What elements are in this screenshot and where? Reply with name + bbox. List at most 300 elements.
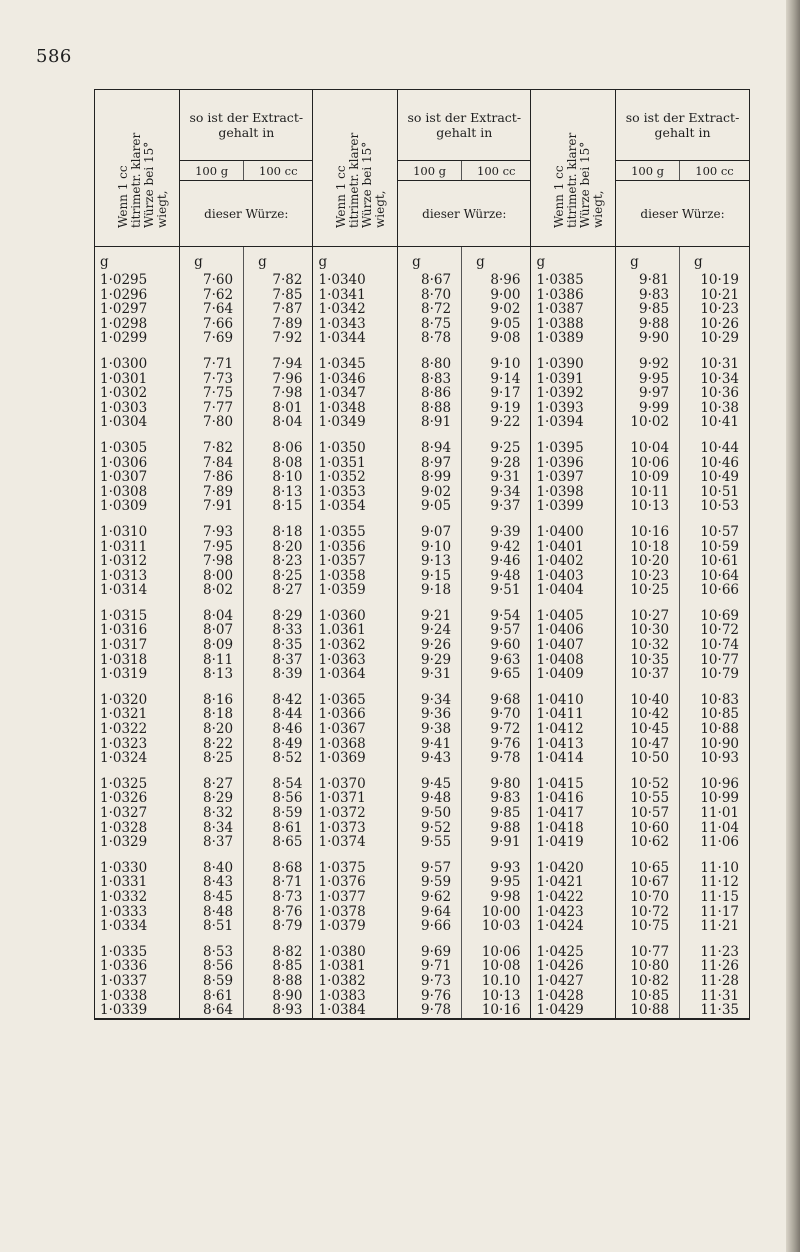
table-row xyxy=(95,357,749,372)
extract-per-100cc: 8·06 xyxy=(244,441,313,456)
sg-value: 1·0427 xyxy=(531,974,616,989)
table-row xyxy=(95,974,749,989)
gram-unit: g xyxy=(244,247,313,274)
extract-per-100cc: 9·63 xyxy=(462,653,531,668)
extract-per-100cc: 11·23 xyxy=(680,945,749,960)
extract-per-100cc: 7·87 xyxy=(244,302,313,317)
extract-per-100cc: 10·29 xyxy=(680,331,749,346)
extract-per-100g: 8·11 xyxy=(180,653,244,668)
table-row xyxy=(95,1003,749,1018)
extract-per-100cc: 10·26 xyxy=(680,317,749,332)
extract-per-100g: 9·66 xyxy=(398,919,462,934)
extract-per-100cc: 9·95 xyxy=(462,875,531,890)
sg-value: 1·0333 xyxy=(100,903,148,920)
sg-value: 1·0321 xyxy=(100,706,148,723)
table-row xyxy=(95,791,749,806)
extract-per-100g: 7·80 xyxy=(180,415,244,430)
sg-value: 1·0372 xyxy=(313,806,398,821)
extract-per-100cc: 8·46 xyxy=(244,722,313,737)
extract-per-100g: 9·71 xyxy=(398,959,462,974)
extract-per-100g: 8·94 xyxy=(398,441,462,456)
gram-unit: g xyxy=(680,247,749,274)
page-number: 586 xyxy=(36,46,72,67)
extract-per-100cc: 9·60 xyxy=(462,638,531,653)
table-row xyxy=(95,331,749,346)
extract-per-100g: 7·60 xyxy=(180,273,244,288)
table-row xyxy=(95,919,749,934)
sg-value: 1·0416 xyxy=(531,791,616,806)
extract-per-100g: 9·83 xyxy=(616,288,680,303)
extract-per-100cc: 8·76 xyxy=(244,905,313,920)
extract-per-100g: 9·76 xyxy=(398,989,462,1004)
extract-per-100g: 8·88 xyxy=(398,401,462,416)
extract-per-100cc: 10·88 xyxy=(680,722,749,737)
extract-per-100cc: 11·26 xyxy=(680,959,749,974)
table-row xyxy=(95,569,749,584)
sg-value: 1·0306 xyxy=(100,454,148,471)
extract-per-100cc: 10·66 xyxy=(680,583,749,598)
extract-per-100g: 8·07 xyxy=(180,623,244,638)
extract-per-100cc: 10·99 xyxy=(680,791,749,806)
extract-per-100cc: 11·15 xyxy=(680,890,749,905)
extract-per-100cc: 9·93 xyxy=(462,861,531,876)
extract-per-100cc: 10·53 xyxy=(680,499,749,514)
extract-per-100g: 10·67 xyxy=(616,875,680,890)
extract-per-100g: 8·86 xyxy=(398,386,462,401)
extract-header-3: so ist der Extract-gehalt in xyxy=(616,90,749,161)
sg-value: 1·0352 xyxy=(313,470,398,485)
extract-per-100g: 10·42 xyxy=(616,707,680,722)
extract-per-100g: 9·15 xyxy=(398,569,462,584)
extract-per-100cc: 8·42 xyxy=(244,693,313,708)
extract-per-100cc: 10·72 xyxy=(680,623,749,638)
extract-per-100g: 7·69 xyxy=(180,331,244,346)
extract-per-100cc: 8·35 xyxy=(244,638,313,653)
sg-value: 1·0327 xyxy=(100,805,148,821)
extract-header-2: so ist der Extract-gehalt in xyxy=(398,90,531,161)
sg-value: 1·0364 xyxy=(313,667,398,682)
extract-per-100cc: 9·14 xyxy=(462,372,531,387)
sg-value: 1.0361 xyxy=(313,623,398,638)
extract-per-100cc: 9·57 xyxy=(462,623,531,638)
sg-value: 1·0421 xyxy=(531,875,616,890)
sg-value: 1·0304 xyxy=(100,414,148,431)
extract-per-100g: 9·26 xyxy=(398,638,462,653)
extract-per-100g: 8·29 xyxy=(180,791,244,806)
sg-value: 1·0382 xyxy=(313,974,398,989)
unit-100cc: 100 cc xyxy=(462,161,531,181)
extract-per-100cc: 10·13 xyxy=(462,989,531,1004)
extract-per-100cc: 8·08 xyxy=(244,456,313,471)
extract-per-100cc: 8·49 xyxy=(244,737,313,752)
unit-100cc: 100 cc xyxy=(244,161,313,181)
table-row xyxy=(95,638,749,653)
table-row xyxy=(95,821,749,836)
sg-value: 1·0356 xyxy=(313,540,398,555)
extract-per-100cc: 9·98 xyxy=(462,890,531,905)
sg-header-1 xyxy=(95,90,180,247)
extract-per-100g: 8·18 xyxy=(180,707,244,722)
sg-value: 1·0370 xyxy=(313,777,398,792)
sg-value: 1·0309 xyxy=(100,498,148,515)
extract-per-100cc: 10·85 xyxy=(680,707,749,722)
extract-per-100g: 8·80 xyxy=(398,357,462,372)
sg-value: 1·0303 xyxy=(100,399,148,416)
extract-per-100g: 10·80 xyxy=(616,959,680,974)
extract-per-100g: 9·81 xyxy=(616,273,680,288)
sg-value: 1·0377 xyxy=(313,890,398,905)
extract-per-100g: 9·24 xyxy=(398,623,462,638)
extract-per-100g: 9·18 xyxy=(398,583,462,598)
sg-value: 1·0407 xyxy=(531,638,616,653)
extract-per-100g: 8·97 xyxy=(398,456,462,471)
extract-per-100cc: 10·59 xyxy=(680,540,749,555)
sg-value: 1·0302 xyxy=(100,385,148,402)
gram-unit: g xyxy=(180,247,244,274)
table-row xyxy=(95,737,749,752)
extract-per-100cc: 9·05 xyxy=(462,317,531,332)
extract-per-100g: 9·97 xyxy=(616,386,680,401)
sg-value: 1·0386 xyxy=(531,288,616,303)
extract-per-100cc: 11·21 xyxy=(680,919,749,934)
extract-per-100cc: 9·88 xyxy=(462,821,531,836)
sg-value: 1·0389 xyxy=(531,331,616,346)
extract-per-100g: 9·69 xyxy=(398,945,462,960)
sg-value: 1·0394 xyxy=(531,415,616,430)
extract-per-100g: 9·41 xyxy=(398,737,462,752)
extract-per-100cc: 8·96 xyxy=(462,273,531,288)
extract-per-100g: 10·62 xyxy=(616,835,680,850)
extract-per-100cc: 9·31 xyxy=(462,470,531,485)
table-row xyxy=(95,401,749,416)
table-row xyxy=(95,583,749,598)
extract-per-100cc: 8·82 xyxy=(244,945,313,960)
sg-value: 1·0403 xyxy=(531,569,616,584)
table-row xyxy=(95,415,749,430)
extract-per-100g: 7·75 xyxy=(180,386,244,401)
extract-per-100g: 9·57 xyxy=(398,861,462,876)
extract-per-100g: 9·29 xyxy=(398,653,462,668)
sg-value: 1·0385 xyxy=(531,273,616,288)
extract-per-100g: 9·85 xyxy=(616,302,680,317)
sg-value: 1·0297 xyxy=(100,301,148,318)
extract-per-100cc: 7·85 xyxy=(244,288,313,303)
extract-per-100g: 10·45 xyxy=(616,722,680,737)
sg-value: 1·0330 xyxy=(100,859,148,876)
extract-per-100cc: 11·31 xyxy=(680,989,749,1004)
extract-per-100g: 9·38 xyxy=(398,722,462,737)
extract-per-100g: 8·40 xyxy=(180,861,244,876)
table-row xyxy=(95,989,749,1004)
extract-per-100cc: 10·74 xyxy=(680,638,749,653)
extract-per-100cc: 8·85 xyxy=(244,959,313,974)
table-row xyxy=(95,653,749,668)
extract-per-100g: 10·23 xyxy=(616,569,680,584)
extract-per-100g: 10·02 xyxy=(616,415,680,430)
extract-per-100g: 8·91 xyxy=(398,415,462,430)
table-row xyxy=(95,273,749,288)
sg-value: 1·0404 xyxy=(531,583,616,598)
extract-per-100g: 9·10 xyxy=(398,540,462,555)
table-body xyxy=(95,247,749,1018)
sg-header-text: Wenn 1 cc titrimetr. klarer Würze bei 15° wiegt, xyxy=(552,132,606,228)
gram-unit: g xyxy=(313,247,398,274)
sg-value: 1·0417 xyxy=(531,806,616,821)
extract-table xyxy=(94,89,750,1020)
extract-per-100cc: 11·35 xyxy=(680,1003,749,1018)
extract-per-100cc: 7·96 xyxy=(244,372,313,387)
extract-per-100cc: 9·83 xyxy=(462,791,531,806)
extract-per-100g: 10·27 xyxy=(616,609,680,624)
extract-per-100cc: 10·06 xyxy=(462,945,531,960)
extract-per-100cc: 11·06 xyxy=(680,835,749,850)
extract-per-100cc: 10.10 xyxy=(462,974,531,989)
extract-per-100cc: 10·31 xyxy=(680,357,749,372)
extract-per-100g: 8·64 xyxy=(180,1003,244,1018)
sg-value: 1·0325 xyxy=(100,775,148,792)
sg-value: 1·0429 xyxy=(531,1003,616,1018)
sg-value: 1·0299 xyxy=(100,330,148,347)
sg-value: 1·0362 xyxy=(313,638,398,653)
sg-value: 1·0347 xyxy=(313,386,398,401)
sg-value: 1·0413 xyxy=(531,737,616,752)
extract-per-100g: 10·20 xyxy=(616,554,680,569)
extract-per-100g: 7·82 xyxy=(180,441,244,456)
extract-per-100g: 9·45 xyxy=(398,777,462,792)
extract-per-100g: 10·13 xyxy=(616,499,680,514)
table-row xyxy=(95,317,749,332)
sg-value: 1·0392 xyxy=(531,386,616,401)
extract-per-100cc: 9·08 xyxy=(462,331,531,346)
sg-header-3 xyxy=(531,90,616,247)
extract-per-100cc: 11·10 xyxy=(680,861,749,876)
extract-per-100cc: 10·83 xyxy=(680,693,749,708)
extract-per-100g: 8·27 xyxy=(180,777,244,792)
sg-value: 1·0398 xyxy=(531,485,616,500)
extract-per-100g: 9·13 xyxy=(398,554,462,569)
sg-value: 1·0381 xyxy=(313,959,398,974)
extract-per-100g: 7·98 xyxy=(180,554,244,569)
extract-per-100cc: 9·22 xyxy=(462,415,531,430)
sg-header-text: Wenn 1 cc titrimetr. klarer Würze bei 15° wiegt, xyxy=(116,132,170,228)
extract-per-100g: 10·88 xyxy=(616,1003,680,1018)
sg-value: 1·0379 xyxy=(313,919,398,934)
extract-per-100cc: 8·37 xyxy=(244,653,313,668)
unit-100g: 100 g xyxy=(398,161,462,181)
table-row xyxy=(95,777,749,792)
extract-per-100g: 8·67 xyxy=(398,273,462,288)
extract-per-100cc: 9·72 xyxy=(462,722,531,737)
extract-per-100g: 8·83 xyxy=(398,372,462,387)
sg-value: 1·0341 xyxy=(313,288,398,303)
extract-per-100cc: 9·80 xyxy=(462,777,531,792)
extract-per-100cc: 10·79 xyxy=(680,667,749,682)
sg-header-2 xyxy=(313,90,398,247)
extract-per-100cc: 8·01 xyxy=(244,401,313,416)
sg-value: 1·0418 xyxy=(531,821,616,836)
extract-per-100g: 10·25 xyxy=(616,583,680,598)
sg-value: 1·0415 xyxy=(531,777,616,792)
sg-value: 1·0399 xyxy=(531,499,616,514)
table-row xyxy=(95,288,749,303)
extract-per-100g: 9·31 xyxy=(398,667,462,682)
extract-per-100cc: 7·89 xyxy=(244,317,313,332)
sg-value: 1·0296 xyxy=(100,286,148,303)
extract-per-100cc: 8·79 xyxy=(244,919,313,934)
sg-value: 1·0326 xyxy=(100,790,148,807)
extract-per-100g: 9·05 xyxy=(398,499,462,514)
extract-per-100cc: 9·46 xyxy=(462,554,531,569)
extract-per-100cc: 8·23 xyxy=(244,554,313,569)
extract-per-100cc: 10·19 xyxy=(680,273,749,288)
extract-per-100g: 10·06 xyxy=(616,456,680,471)
wuerze-label: dieser Würze: xyxy=(616,181,749,247)
sg-value: 1·0411 xyxy=(531,707,616,722)
extract-per-100cc: 11·28 xyxy=(680,974,749,989)
extract-per-100g: 8·48 xyxy=(180,905,244,920)
table-row xyxy=(95,905,749,920)
extract-per-100g: 8·22 xyxy=(180,737,244,752)
sg-value: 1·0355 xyxy=(313,525,398,540)
sg-value: 1·0353 xyxy=(313,485,398,500)
extract-per-100g: 8·32 xyxy=(180,806,244,821)
extract-per-100g: 9·02 xyxy=(398,485,462,500)
extract-per-100cc: 8·65 xyxy=(244,835,313,850)
table-row xyxy=(95,525,749,540)
extract-per-100g: 9·52 xyxy=(398,821,462,836)
sg-value: 1·0368 xyxy=(313,737,398,752)
extract-per-100g: 9·55 xyxy=(398,835,462,850)
extract-per-100cc: 8·68 xyxy=(244,861,313,876)
extract-per-100cc: 8·29 xyxy=(244,609,313,624)
extract-per-100cc: 11·12 xyxy=(680,875,749,890)
extract-per-100cc: 7·82 xyxy=(244,273,313,288)
extract-per-100cc: 10·41 xyxy=(680,415,749,430)
sg-value: 1·0387 xyxy=(531,302,616,317)
sg-value: 1·0349 xyxy=(313,415,398,430)
extract-per-100g: 10·85 xyxy=(616,989,680,1004)
sg-value: 1·0351 xyxy=(313,456,398,471)
sg-value: 1·0344 xyxy=(313,331,398,346)
extract-per-100g: 8·51 xyxy=(180,919,244,934)
extract-per-100g: 10·70 xyxy=(616,890,680,905)
extract-per-100g: 10·16 xyxy=(616,525,680,540)
sg-value: 1·0350 xyxy=(313,441,398,456)
extract-per-100cc: 10·90 xyxy=(680,737,749,752)
extract-per-100cc: 9·42 xyxy=(462,540,531,555)
sg-value: 1·0359 xyxy=(313,583,398,598)
extract-per-100cc: 9·34 xyxy=(462,485,531,500)
extract-per-100g: 9·64 xyxy=(398,905,462,920)
extract-per-100cc: 10·16 xyxy=(462,1003,531,1018)
unit-100cc: 100 cc xyxy=(680,161,749,181)
extract-per-100g: 9·21 xyxy=(398,609,462,624)
extract-per-100g: 10·09 xyxy=(616,470,680,485)
extract-per-100g: 8·02 xyxy=(180,583,244,598)
extract-per-100g: 7·91 xyxy=(180,499,244,514)
table-row xyxy=(95,875,749,890)
extract-per-100g: 10·82 xyxy=(616,974,680,989)
sg-value: 1·0329 xyxy=(100,834,148,851)
extract-per-100cc: 9·00 xyxy=(462,288,531,303)
extract-per-100g: 9·43 xyxy=(398,751,462,766)
table-row xyxy=(95,806,749,821)
extract-per-100g: 10·32 xyxy=(616,638,680,653)
sg-value: 1·0338 xyxy=(100,987,148,1004)
extract-per-100cc: 9·37 xyxy=(462,499,531,514)
sg-value: 1·0332 xyxy=(100,888,148,905)
table-row xyxy=(95,667,749,682)
extract-per-100g: 9·34 xyxy=(398,693,462,708)
extract-per-100cc: 9·48 xyxy=(462,569,531,584)
extract-per-100g: 8·61 xyxy=(180,989,244,1004)
extract-per-100cc: 8·33 xyxy=(244,623,313,638)
extract-per-100cc: 10·77 xyxy=(680,653,749,668)
extract-per-100g: 7·95 xyxy=(180,540,244,555)
sg-value: 1·0395 xyxy=(531,441,616,456)
sg-value: 1·0422 xyxy=(531,890,616,905)
sg-value: 1·0428 xyxy=(531,989,616,1004)
sg-value: 1·0357 xyxy=(313,554,398,569)
table-row xyxy=(95,540,749,555)
extract-per-100cc: 9·25 xyxy=(462,441,531,456)
extract-per-100cc: 8·61 xyxy=(244,821,313,836)
unit-100g: 100 g xyxy=(180,161,244,181)
table-row xyxy=(95,470,749,485)
extract-per-100g: 8·56 xyxy=(180,959,244,974)
extract-per-100g: 7·62 xyxy=(180,288,244,303)
table-row xyxy=(95,441,749,456)
extract-per-100g: 10·57 xyxy=(616,806,680,821)
extract-per-100cc: 10·38 xyxy=(680,401,749,416)
extract-per-100g: 10·47 xyxy=(616,737,680,752)
extract-per-100g: 7·89 xyxy=(180,485,244,500)
sg-value: 1·0322 xyxy=(100,721,148,738)
extract-per-100cc: 8·73 xyxy=(244,890,313,905)
sg-value: 1·0405 xyxy=(531,609,616,624)
extract-per-100g: 10·50 xyxy=(616,751,680,766)
extract-per-100cc: 9·78 xyxy=(462,751,531,766)
sg-value: 1·0412 xyxy=(531,722,616,737)
sg-value: 1·0426 xyxy=(531,959,616,974)
extract-per-100g: 9·36 xyxy=(398,707,462,722)
extract-per-100cc: 7·98 xyxy=(244,386,313,401)
extract-per-100g: 10·72 xyxy=(616,905,680,920)
extract-per-100cc: 8·27 xyxy=(244,583,313,598)
extract-per-100g: 8·59 xyxy=(180,974,244,989)
extract-per-100g: 8·04 xyxy=(180,609,244,624)
gram-unit: g xyxy=(100,254,109,270)
table-row xyxy=(95,751,749,766)
table-row xyxy=(95,707,749,722)
sg-value: 1·0363 xyxy=(313,653,398,668)
sg-value: 1·0358 xyxy=(313,569,398,584)
sg-value: 1·0414 xyxy=(531,751,616,766)
extract-per-100g: 8·25 xyxy=(180,751,244,766)
table-row xyxy=(95,945,749,960)
sg-value: 1·0406 xyxy=(531,623,616,638)
sg-value: 1·0419 xyxy=(531,835,616,850)
table-bottom-rule xyxy=(95,1018,749,1020)
table-row xyxy=(95,835,749,850)
sg-value: 1·0396 xyxy=(531,456,616,471)
extract-per-100g: 9·73 xyxy=(398,974,462,989)
extract-per-100cc: 8·10 xyxy=(244,470,313,485)
extract-per-100cc: 9·85 xyxy=(462,806,531,821)
gram-unit-row xyxy=(95,247,749,274)
sg-value: 1·0315 xyxy=(100,607,148,624)
sg-value: 1·0366 xyxy=(313,707,398,722)
